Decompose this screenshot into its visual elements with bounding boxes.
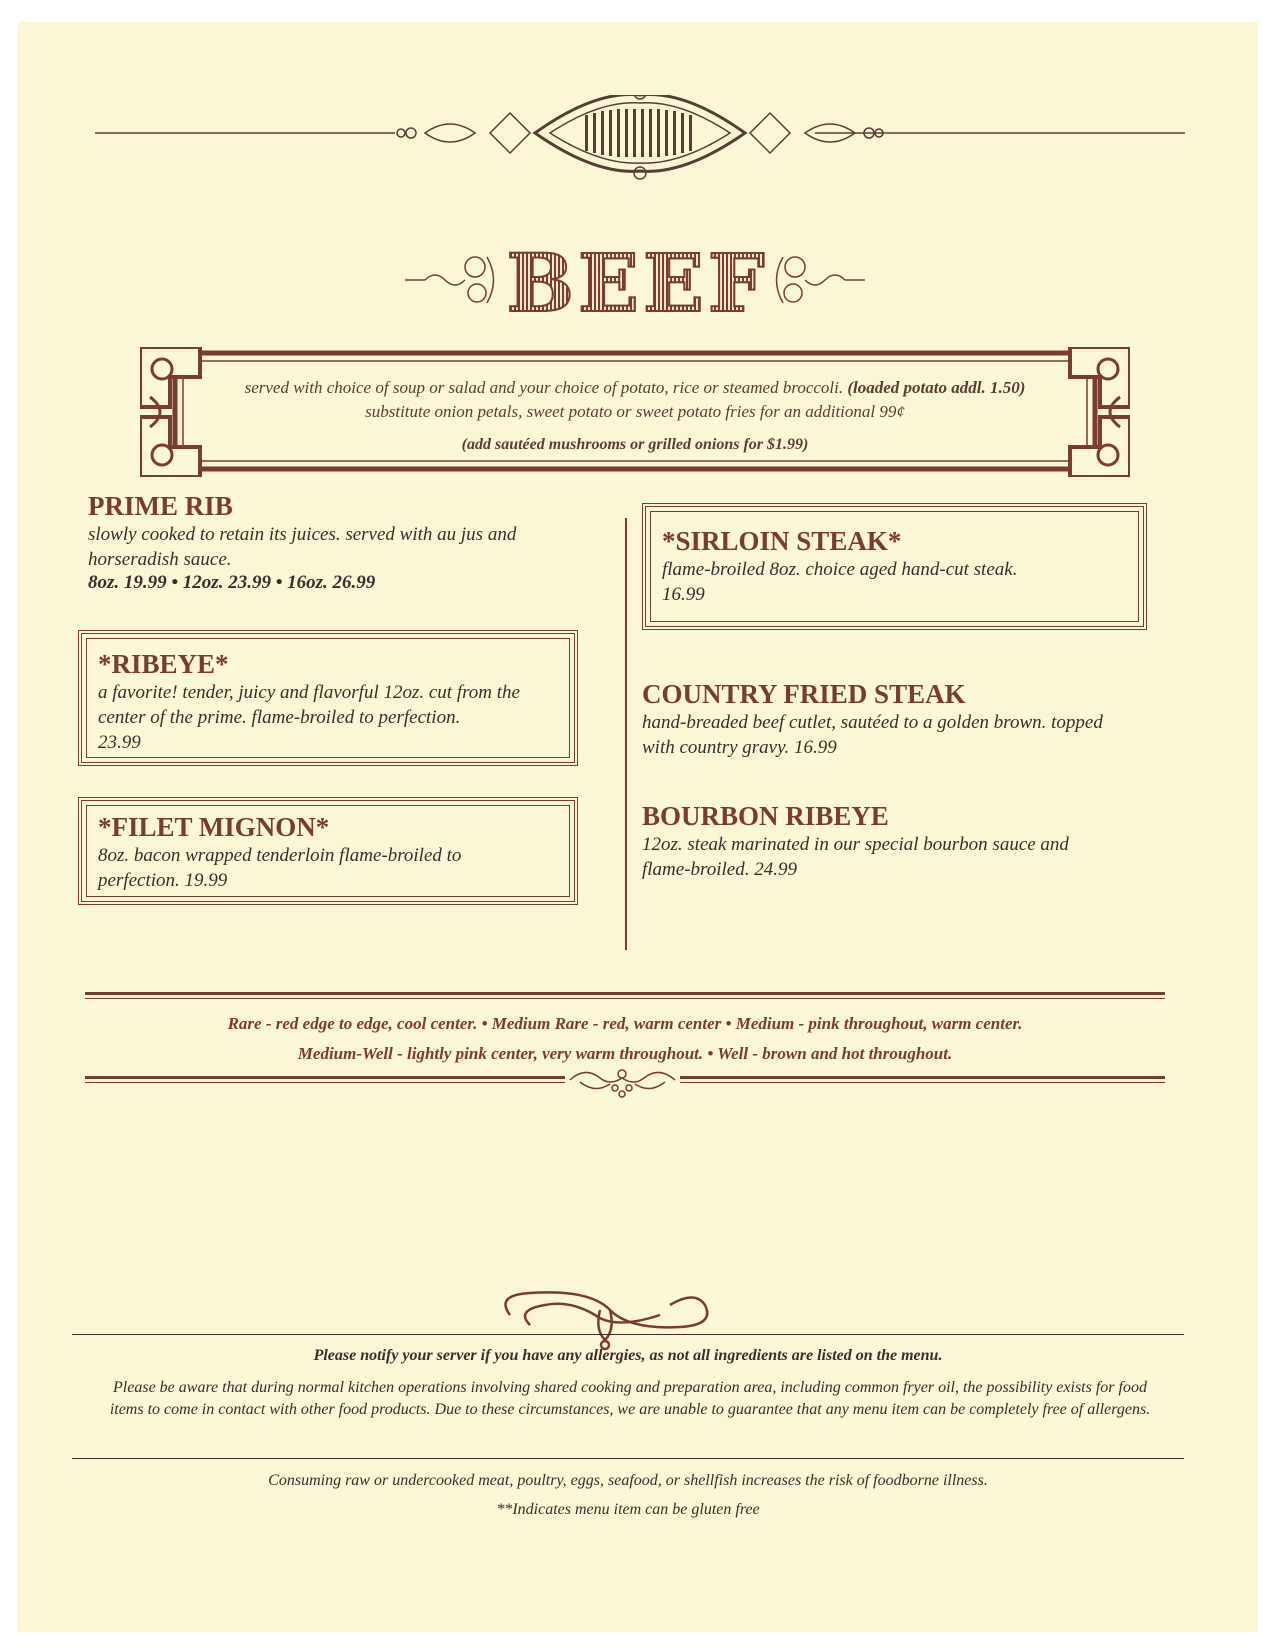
country-fried-name: COUNTRY FRIED STEAK — [642, 679, 966, 709]
intro-loaded-potato: (loaded potato addl. 1.50) — [847, 378, 1026, 397]
ribeye-box — [78, 630, 578, 766]
gluten-free-note: **Indicates menu item can be gluten free — [496, 1501, 760, 1518]
footer-rule-top — [72, 1334, 1184, 1335]
ribeye-price: 23.99 — [98, 732, 141, 753]
temps-line-1: Rare - red edge to edge, cool center. • Medium Rare - red, warm center • Medium - pink throughout, warm center. — [227, 1014, 1023, 1033]
column-divider — [625, 518, 627, 950]
sirloin-name: *SIRLOIN STEAK* — [662, 526, 902, 556]
footer-rule-bottom — [72, 1458, 1184, 1459]
bourbon-desc: 12oz. steak marinated in our special bourbon sauce and flame-broiled. 24.99 — [642, 834, 1069, 880]
prime-rib-desc: slowly cooked to retain its juices. served with au jus and horseradish sauce. — [88, 524, 517, 570]
allergy-notice: Please notify your server if you have any allergies, as not all ingredients are listed on the menu. — [313, 1347, 943, 1364]
intro-addon: (add sautéed mushrooms or grilled onions for $1.99) — [461, 436, 809, 453]
intro-description — [210, 376, 1060, 424]
sirloin-desc: flame-broiled 8oz. choice aged hand-cut steak. — [662, 559, 1018, 580]
prime-rib-item — [88, 490, 588, 594]
temps-rule-bottom-right — [680, 1076, 1165, 1083]
top-ornament — [95, 95, 1185, 195]
sirloin-box — [642, 503, 1147, 630]
raw-food-warning: Consuming raw or undercooked meat, poultry, eggs, seafood, or shellfish increases the risk of foodborne illness. — [268, 1472, 988, 1489]
ribeye-name: *RIBEYE* — [98, 649, 229, 679]
ribeye-desc: a favorite! tender, juicy and flavorful 12oz. cut from the center of the prime. flame-broiled to perfection. — [98, 682, 520, 728]
title-container — [0, 238, 1275, 328]
page-title: BEEF — [506, 236, 769, 330]
bourbon-item — [642, 800, 1102, 882]
bourbon-name: BOURBON RIBEYE — [642, 801, 889, 831]
country-fried-item — [642, 678, 1132, 760]
filet-mignon-box — [78, 797, 578, 905]
filet-mignon-desc: 8oz. bacon wrapped tenderloin flame-broiled to perfection. 19.99 — [98, 845, 462, 891]
temps-rule-top — [85, 992, 1165, 999]
sirloin-price: 16.99 — [662, 584, 705, 605]
temps-line-2: Medium-Well - lightly pink center, very warm throughout. • Well - brown and hot throughout. — [297, 1044, 953, 1063]
temps-rule-bottom-left — [85, 1076, 565, 1083]
footer-flourish — [490, 1285, 720, 1355]
prime-rib-prices: 8oz. 19.99 • 12oz. 23.99 • 16oz. 26.99 — [88, 572, 376, 593]
intro-line-plain: served with choice of soup or salad and your choice of potato, rice or steamed broccoli. — [244, 378, 844, 397]
filet-mignon-name: *FILET MIGNON* — [98, 812, 330, 842]
cross-contact-notice: Please be aware that during normal kitchen operations involving shared cooking and preparation area, including common fryer oil, the possibility exists for food items to come in contact with other food products. Due to these circumstances, we are unable to guarantee that any menu item can be completely free of allergens. — [109, 1379, 1151, 1418]
intro-substitute: substitute onion petals, sweet potato or sweet potato fries for an additional 99¢ — [365, 402, 905, 421]
prime-rib-name: PRIME RIB — [88, 491, 233, 521]
temps-ornament — [565, 1064, 680, 1100]
country-fried-desc: hand-breaded beef cutlet, sautéed to a golden brown. topped with country gravy. 16.99 — [642, 712, 1103, 758]
